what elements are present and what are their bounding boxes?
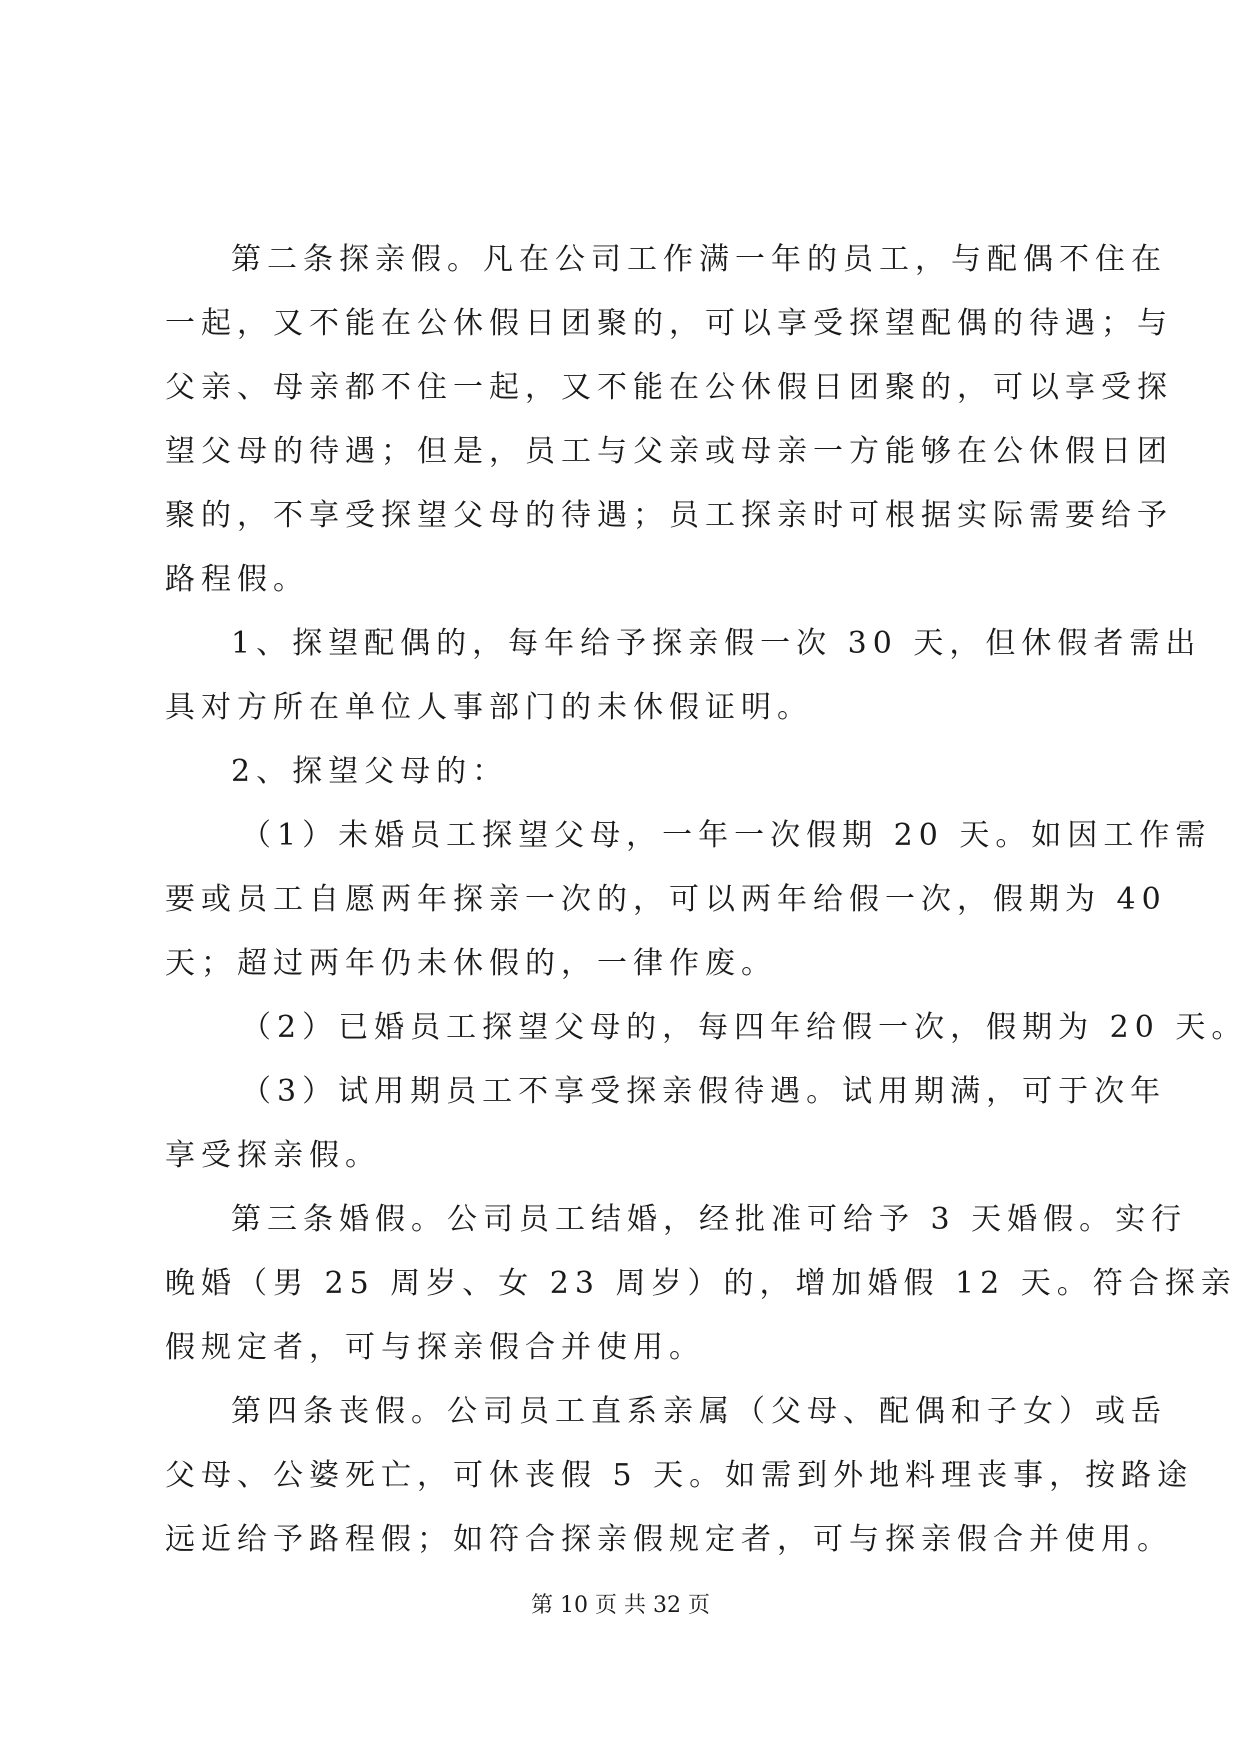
text-line: （3）试用期员工不享受探亲假待遇。试用期满，可于次年 [241,1074,1167,1109]
text-line: 路程假。 [165,562,309,597]
text-line: （2）已婚员工探望父母的，每四年给假一次，假期为 20 天。 [241,1010,1247,1045]
text-line: 一起，又不能在公休假日团聚的，可以享受探望配偶的待遇；与 [165,306,1173,341]
text-line: 2、探望父母的： [231,754,509,789]
text-line: 第二条探亲假。凡在公司工作满一年的员工，与配偶不住在 [231,242,1167,277]
text-line: 父母、公婆死亡，可休丧假 5 天。如需到外地料理丧事，按路途 [165,1458,1194,1493]
text-line: 父亲、母亲都不住一起，又不能在公休假日团聚的，可以享受探 [165,370,1173,405]
text-line: 假规定者，可与探亲假合并使用。 [165,1330,705,1365]
text-line: 要或员工自愿两年探亲一次的，可以两年给假一次，假期为 40 [165,882,1167,917]
text-line: 天；超过两年仍未休假的，一律作废。 [165,946,777,981]
text-line: （1）未婚员工探望父母，一年一次假期 20 天。如因工作需 [241,818,1212,853]
document-body [165,228,1247,1572]
text-line: 第三条婚假。公司员工结婚，经批准可给予 3 天婚假。实行 [231,1202,1188,1237]
text-line: 1、探望配偶的，每年给予探亲假一次 30 天，但休假者需出 [231,626,1202,661]
text-line: 享受探亲假。 [165,1138,381,1173]
page-number-footer: 第 10 页 共 32 页 [531,1593,710,1618]
text-line: 聚的，不享受探望父母的待遇；员工探亲时可根据实际需要给予 [165,498,1173,533]
text-line: 具对方所在单位人事部门的未休假证明。 [165,690,813,725]
text-line: 晚婚（男 25 周岁、女 23 周岁）的，增加婚假 12 天。符合探亲 [165,1266,1237,1301]
text-line: 望父母的待遇；但是，员工与父亲或母亲一方能够在公休假日团 [165,434,1173,469]
text-line: 第四条丧假。公司员工直系亲属（父母、配偶和子女）或岳 [231,1394,1167,1429]
text-line: 远近给予路程假；如符合探亲假规定者，可与探亲假合并使用。 [165,1522,1173,1557]
